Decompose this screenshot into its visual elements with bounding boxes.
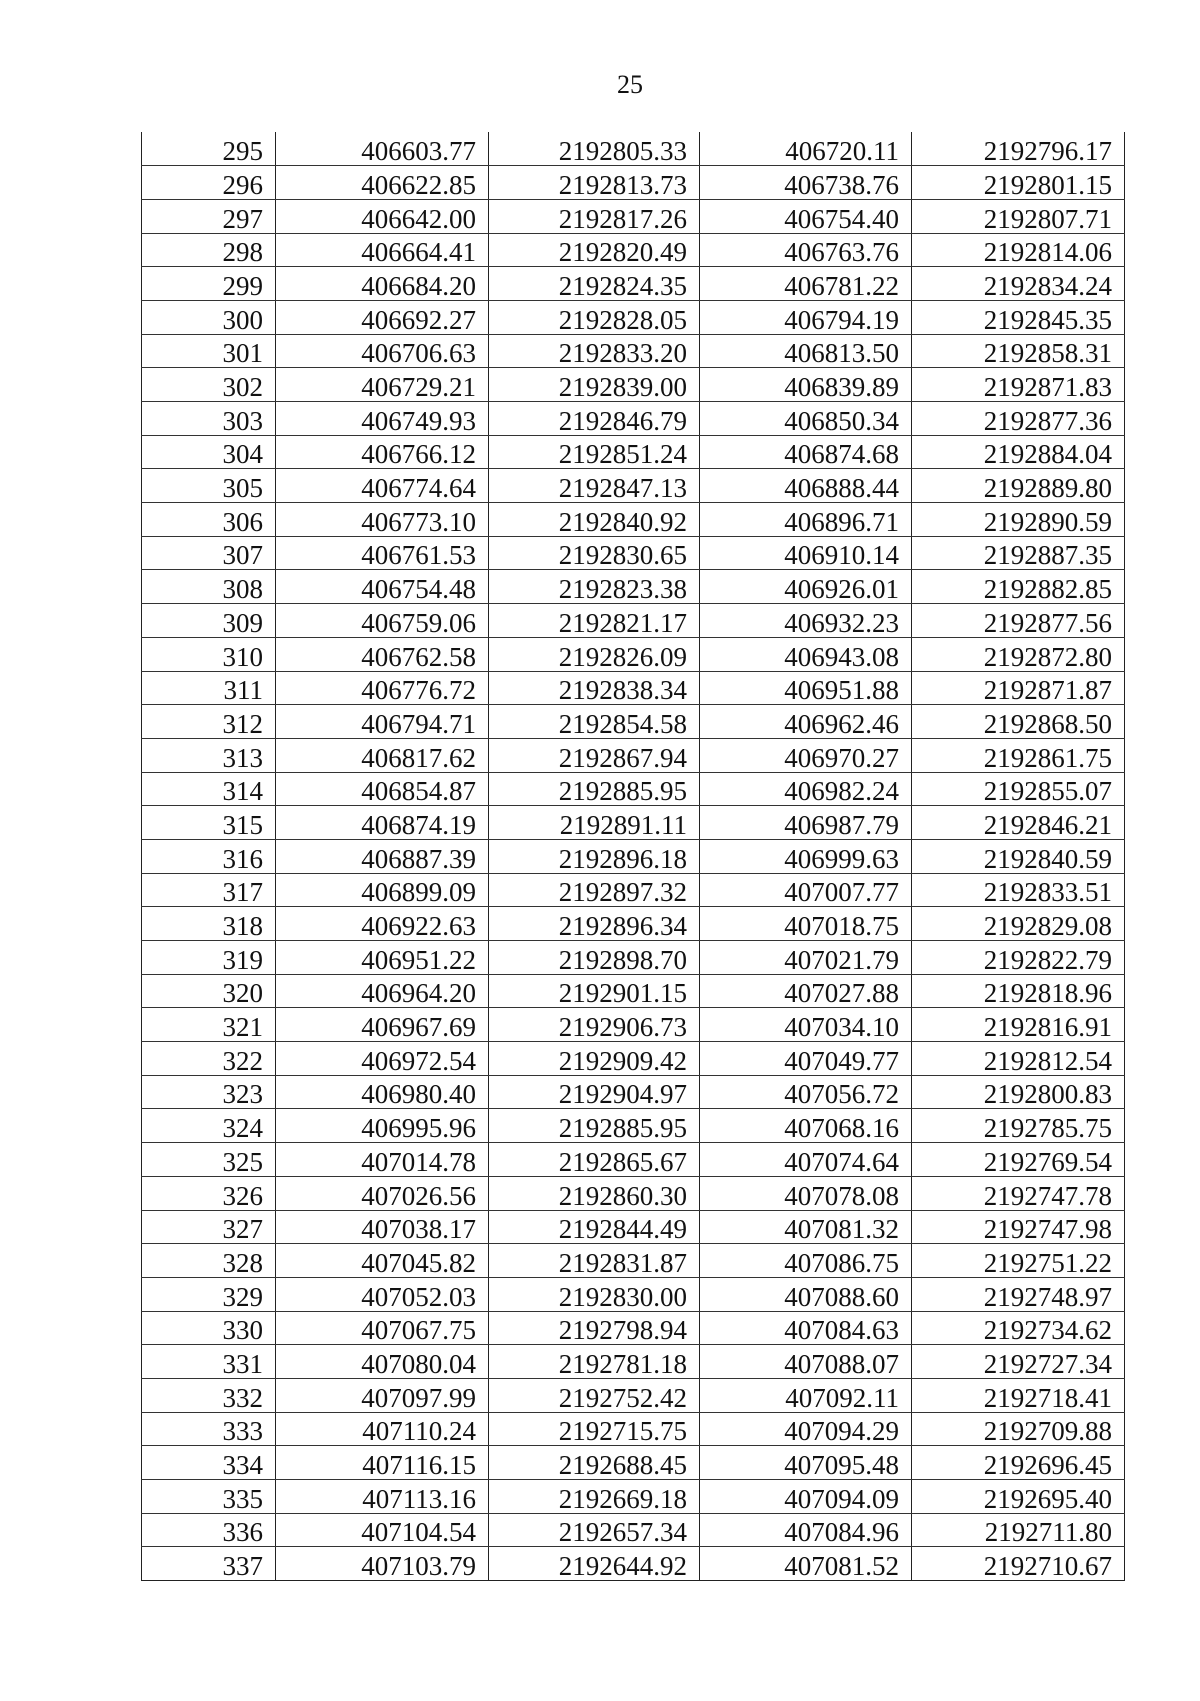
y2-coordinate-cell: 2192747.98	[912, 1210, 1125, 1244]
point-index-cell: 314	[142, 772, 276, 806]
y-coordinate-cell: 2192798.94	[489, 1311, 700, 1345]
y2-coordinate-cell: 2192833.51	[912, 873, 1125, 907]
table-row	[142, 1547, 1125, 1581]
y2-coordinate-cell: 2192800.83	[912, 1075, 1125, 1109]
y-coordinate-cell: 2192831.87	[489, 1244, 700, 1278]
y-coordinate-cell: 2192867.94	[489, 738, 700, 772]
y-coordinate-cell: 2192904.97	[489, 1075, 700, 1109]
x2-coordinate-cell: 406896.71	[700, 503, 912, 537]
point-index-cell: 318	[142, 907, 276, 941]
point-index-cell: 308	[142, 570, 276, 604]
x-coordinate-cell: 406874.19	[276, 806, 489, 840]
x-coordinate-cell: 406622.85	[276, 166, 489, 200]
y2-coordinate-cell: 2192814.06	[912, 233, 1125, 267]
table-row	[142, 974, 1125, 1008]
y-coordinate-cell: 2192896.34	[489, 907, 700, 941]
y-coordinate-cell: 2192805.33	[489, 132, 700, 166]
x-coordinate-cell: 406759.06	[276, 604, 489, 638]
x2-coordinate-cell: 406943.08	[700, 637, 912, 671]
x-coordinate-cell: 407116.15	[276, 1446, 489, 1480]
x-coordinate-cell: 406972.54	[276, 1042, 489, 1076]
y2-coordinate-cell: 2192718.41	[912, 1378, 1125, 1412]
y2-coordinate-cell: 2192696.45	[912, 1446, 1125, 1480]
y2-coordinate-cell: 2192785.75	[912, 1109, 1125, 1143]
x2-coordinate-cell: 406754.40	[700, 199, 912, 233]
x-coordinate-cell: 407104.54	[276, 1513, 489, 1547]
y2-coordinate-cell: 2192695.40	[912, 1480, 1125, 1514]
y2-coordinate-cell: 2192882.85	[912, 570, 1125, 604]
page-number: 25	[617, 70, 643, 99]
table-row	[142, 1378, 1125, 1412]
coordinate-table-body	[142, 132, 1125, 1581]
x2-coordinate-cell: 407081.32	[700, 1210, 912, 1244]
point-index-cell: 307	[142, 536, 276, 570]
y2-coordinate-cell: 2192751.22	[912, 1244, 1125, 1278]
x2-coordinate-cell: 407078.08	[700, 1176, 912, 1210]
x2-coordinate-cell: 407094.09	[700, 1480, 912, 1514]
y-coordinate-cell: 2192844.49	[489, 1210, 700, 1244]
x-coordinate-cell: 406817.62	[276, 738, 489, 772]
x-coordinate-cell: 406887.39	[276, 839, 489, 873]
y2-coordinate-cell: 2192846.21	[912, 806, 1125, 840]
y-coordinate-cell: 2192820.49	[489, 233, 700, 267]
y2-coordinate-cell: 2192877.36	[912, 402, 1125, 436]
y2-coordinate-cell: 2192887.35	[912, 536, 1125, 570]
x2-coordinate-cell: 406932.23	[700, 604, 912, 638]
y-coordinate-cell: 2192669.18	[489, 1480, 700, 1514]
y-coordinate-cell: 2192688.45	[489, 1446, 700, 1480]
x-coordinate-cell: 406754.48	[276, 570, 489, 604]
x2-coordinate-cell: 407018.75	[700, 907, 912, 941]
y2-coordinate-cell: 2192889.80	[912, 469, 1125, 503]
table-row	[142, 1513, 1125, 1547]
y-coordinate-cell: 2192906.73	[489, 1008, 700, 1042]
point-index-cell: 303	[142, 402, 276, 436]
table-row	[142, 1311, 1125, 1345]
y2-coordinate-cell: 2192868.50	[912, 705, 1125, 739]
y-coordinate-cell: 2192898.70	[489, 941, 700, 975]
x2-coordinate-cell: 407086.75	[700, 1244, 912, 1278]
table-row	[142, 1446, 1125, 1480]
x-coordinate-cell: 406684.20	[276, 267, 489, 301]
x-coordinate-cell: 407052.03	[276, 1277, 489, 1311]
point-index-cell: 297	[142, 199, 276, 233]
y2-coordinate-cell: 2192845.35	[912, 300, 1125, 334]
x-coordinate-cell: 406967.69	[276, 1008, 489, 1042]
y2-coordinate-cell: 2192822.79	[912, 941, 1125, 975]
table-row	[142, 1008, 1125, 1042]
point-index-cell: 337	[142, 1547, 276, 1581]
point-index-cell: 323	[142, 1075, 276, 1109]
point-index-cell: 309	[142, 604, 276, 638]
point-index-cell: 304	[142, 435, 276, 469]
x2-coordinate-cell: 406951.88	[700, 671, 912, 705]
x2-coordinate-cell: 407095.48	[700, 1446, 912, 1480]
table-row	[142, 132, 1125, 166]
y-coordinate-cell: 2192752.42	[489, 1378, 700, 1412]
y2-coordinate-cell: 2192877.56	[912, 604, 1125, 638]
table-row	[142, 536, 1125, 570]
point-index-cell: 311	[142, 671, 276, 705]
y2-coordinate-cell: 2192812.54	[912, 1042, 1125, 1076]
table-row	[142, 166, 1125, 200]
y-coordinate-cell: 2192847.13	[489, 469, 700, 503]
point-index-cell: 326	[142, 1176, 276, 1210]
y-coordinate-cell: 2192644.92	[489, 1547, 700, 1581]
x2-coordinate-cell: 406720.11	[700, 132, 912, 166]
table-row	[142, 738, 1125, 772]
x-coordinate-cell: 407113.16	[276, 1480, 489, 1514]
x-coordinate-cell: 406749.93	[276, 402, 489, 436]
y-coordinate-cell: 2192854.58	[489, 705, 700, 739]
x2-coordinate-cell: 406850.34	[700, 402, 912, 436]
y2-coordinate-cell: 2192872.80	[912, 637, 1125, 671]
point-index-cell: 320	[142, 974, 276, 1008]
point-index-cell: 306	[142, 503, 276, 537]
x2-coordinate-cell: 406910.14	[700, 536, 912, 570]
x2-coordinate-cell: 406874.68	[700, 435, 912, 469]
x-coordinate-cell: 406692.27	[276, 300, 489, 334]
table-row	[142, 1277, 1125, 1311]
y-coordinate-cell: 2192813.73	[489, 166, 700, 200]
x2-coordinate-cell: 406888.44	[700, 469, 912, 503]
table-row	[142, 1480, 1125, 1514]
x2-coordinate-cell: 407084.63	[700, 1311, 912, 1345]
point-index-cell: 300	[142, 300, 276, 334]
table-row	[142, 300, 1125, 334]
y2-coordinate-cell: 2192727.34	[912, 1345, 1125, 1379]
x-coordinate-cell: 406603.77	[276, 132, 489, 166]
x2-coordinate-cell: 406794.19	[700, 300, 912, 334]
x2-coordinate-cell: 407056.72	[700, 1075, 912, 1109]
x-coordinate-cell: 407067.75	[276, 1311, 489, 1345]
table-row	[142, 334, 1125, 368]
y-coordinate-cell: 2192830.00	[489, 1277, 700, 1311]
y-coordinate-cell: 2192833.20	[489, 334, 700, 368]
x2-coordinate-cell: 407094.29	[700, 1412, 912, 1446]
x2-coordinate-cell: 406970.27	[700, 738, 912, 772]
point-index-cell: 301	[142, 334, 276, 368]
x-coordinate-cell: 406794.71	[276, 705, 489, 739]
table-row	[142, 907, 1125, 941]
x2-coordinate-cell: 407081.52	[700, 1547, 912, 1581]
y2-coordinate-cell: 2192807.71	[912, 199, 1125, 233]
x-coordinate-cell: 407014.78	[276, 1143, 489, 1177]
x2-coordinate-cell: 407084.96	[700, 1513, 912, 1547]
x-coordinate-cell: 407110.24	[276, 1412, 489, 1446]
x-coordinate-cell: 407080.04	[276, 1345, 489, 1379]
x2-coordinate-cell: 406839.89	[700, 368, 912, 402]
table-row	[142, 1345, 1125, 1379]
x2-coordinate-cell: 407034.10	[700, 1008, 912, 1042]
x2-coordinate-cell: 407074.64	[700, 1143, 912, 1177]
y2-coordinate-cell: 2192858.31	[912, 334, 1125, 368]
point-index-cell: 298	[142, 233, 276, 267]
x2-coordinate-cell: 407027.88	[700, 974, 912, 1008]
x-coordinate-cell: 406762.58	[276, 637, 489, 671]
x2-coordinate-cell: 406999.63	[700, 839, 912, 873]
x-coordinate-cell: 406761.53	[276, 536, 489, 570]
table-row	[142, 1075, 1125, 1109]
y-coordinate-cell: 2192830.65	[489, 536, 700, 570]
x-coordinate-cell: 406995.96	[276, 1109, 489, 1143]
x-coordinate-cell: 407103.79	[276, 1547, 489, 1581]
y-coordinate-cell: 2192839.00	[489, 368, 700, 402]
y-coordinate-cell: 2192781.18	[489, 1345, 700, 1379]
y-coordinate-cell: 2192897.32	[489, 873, 700, 907]
y2-coordinate-cell: 2192884.04	[912, 435, 1125, 469]
x-coordinate-cell: 406766.12	[276, 435, 489, 469]
table-row	[142, 267, 1125, 301]
y-coordinate-cell: 2192828.05	[489, 300, 700, 334]
y-coordinate-cell: 2192865.67	[489, 1143, 700, 1177]
x2-coordinate-cell: 406738.76	[700, 166, 912, 200]
point-index-cell: 329	[142, 1277, 276, 1311]
point-index-cell: 299	[142, 267, 276, 301]
point-index-cell: 313	[142, 738, 276, 772]
table-row	[142, 1109, 1125, 1143]
point-index-cell: 317	[142, 873, 276, 907]
x2-coordinate-cell: 407088.07	[700, 1345, 912, 1379]
y2-coordinate-cell: 2192829.08	[912, 907, 1125, 941]
x2-coordinate-cell: 407007.77	[700, 873, 912, 907]
x-coordinate-cell: 406964.20	[276, 974, 489, 1008]
y2-coordinate-cell: 2192769.54	[912, 1143, 1125, 1177]
x2-coordinate-cell: 407068.16	[700, 1109, 912, 1143]
table-row	[142, 1210, 1125, 1244]
point-index-cell: 316	[142, 839, 276, 873]
x2-coordinate-cell: 407049.77	[700, 1042, 912, 1076]
coordinate-table	[141, 132, 1125, 1581]
point-index-cell: 334	[142, 1446, 276, 1480]
y-coordinate-cell: 2192891.11	[489, 806, 700, 840]
y2-coordinate-cell: 2192818.96	[912, 974, 1125, 1008]
table-row	[142, 873, 1125, 907]
point-index-cell: 315	[142, 806, 276, 840]
x-coordinate-cell: 406980.40	[276, 1075, 489, 1109]
y2-coordinate-cell: 2192796.17	[912, 132, 1125, 166]
x-coordinate-cell: 406776.72	[276, 671, 489, 705]
table-row	[142, 1412, 1125, 1446]
table-row	[142, 806, 1125, 840]
point-index-cell: 296	[142, 166, 276, 200]
x-coordinate-cell: 406899.09	[276, 873, 489, 907]
point-index-cell: 325	[142, 1143, 276, 1177]
x-coordinate-cell: 406773.10	[276, 503, 489, 537]
point-index-cell: 319	[142, 941, 276, 975]
y2-coordinate-cell: 2192801.15	[912, 166, 1125, 200]
point-index-cell: 333	[142, 1412, 276, 1446]
table-row	[142, 637, 1125, 671]
y2-coordinate-cell: 2192711.80	[912, 1513, 1125, 1547]
y-coordinate-cell: 2192715.75	[489, 1412, 700, 1446]
y-coordinate-cell: 2192851.24	[489, 435, 700, 469]
x2-coordinate-cell: 406987.79	[700, 806, 912, 840]
point-index-cell: 332	[142, 1378, 276, 1412]
y2-coordinate-cell: 2192861.75	[912, 738, 1125, 772]
x-coordinate-cell: 407038.17	[276, 1210, 489, 1244]
y2-coordinate-cell: 2192710.67	[912, 1547, 1125, 1581]
point-index-cell: 330	[142, 1311, 276, 1345]
x-coordinate-cell: 406854.87	[276, 772, 489, 806]
y2-coordinate-cell: 2192834.24	[912, 267, 1125, 301]
y2-coordinate-cell: 2192709.88	[912, 1412, 1125, 1446]
y-coordinate-cell: 2192824.35	[489, 267, 700, 301]
x-coordinate-cell: 406706.63	[276, 334, 489, 368]
y-coordinate-cell: 2192885.95	[489, 1109, 700, 1143]
y-coordinate-cell: 2192846.79	[489, 402, 700, 436]
table-row	[142, 671, 1125, 705]
point-index-cell: 310	[142, 637, 276, 671]
point-index-cell: 335	[142, 1480, 276, 1514]
x-coordinate-cell: 407045.82	[276, 1244, 489, 1278]
x2-coordinate-cell: 406813.50	[700, 334, 912, 368]
x2-coordinate-cell: 407021.79	[700, 941, 912, 975]
y-coordinate-cell: 2192901.15	[489, 974, 700, 1008]
point-index-cell: 321	[142, 1008, 276, 1042]
x2-coordinate-cell: 407092.11	[700, 1378, 912, 1412]
point-index-cell: 324	[142, 1109, 276, 1143]
y2-coordinate-cell: 2192734.62	[912, 1311, 1125, 1345]
y-coordinate-cell: 2192821.17	[489, 604, 700, 638]
y-coordinate-cell: 2192826.09	[489, 637, 700, 671]
y-coordinate-cell: 2192860.30	[489, 1176, 700, 1210]
point-index-cell: 305	[142, 469, 276, 503]
y-coordinate-cell: 2192885.95	[489, 772, 700, 806]
x-coordinate-cell: 406922.63	[276, 907, 489, 941]
table-row	[142, 503, 1125, 537]
x-coordinate-cell: 406729.21	[276, 368, 489, 402]
x2-coordinate-cell: 407088.60	[700, 1277, 912, 1311]
y-coordinate-cell: 2192838.34	[489, 671, 700, 705]
x-coordinate-cell: 406951.22	[276, 941, 489, 975]
point-index-cell: 331	[142, 1345, 276, 1379]
table-row	[142, 839, 1125, 873]
point-index-cell: 336	[142, 1513, 276, 1547]
point-index-cell: 295	[142, 132, 276, 166]
table-row	[142, 469, 1125, 503]
point-index-cell: 327	[142, 1210, 276, 1244]
y2-coordinate-cell: 2192855.07	[912, 772, 1125, 806]
table-row	[142, 1143, 1125, 1177]
x2-coordinate-cell: 406926.01	[700, 570, 912, 604]
y-coordinate-cell: 2192657.34	[489, 1513, 700, 1547]
y-coordinate-cell: 2192823.38	[489, 570, 700, 604]
y2-coordinate-cell: 2192890.59	[912, 503, 1125, 537]
x-coordinate-cell: 406664.41	[276, 233, 489, 267]
table-row	[142, 435, 1125, 469]
x-coordinate-cell: 407026.56	[276, 1176, 489, 1210]
x2-coordinate-cell: 406982.24	[700, 772, 912, 806]
table-row	[142, 402, 1125, 436]
x-coordinate-cell: 407097.99	[276, 1378, 489, 1412]
y2-coordinate-cell: 2192747.78	[912, 1176, 1125, 1210]
y-coordinate-cell: 2192896.18	[489, 839, 700, 873]
y2-coordinate-cell: 2192871.87	[912, 671, 1125, 705]
table-row	[142, 1176, 1125, 1210]
point-index-cell: 302	[142, 368, 276, 402]
table-row	[142, 368, 1125, 402]
table-row	[142, 199, 1125, 233]
table-row	[142, 1244, 1125, 1278]
point-index-cell: 322	[142, 1042, 276, 1076]
x-coordinate-cell: 406642.00	[276, 199, 489, 233]
table-row	[142, 233, 1125, 267]
x2-coordinate-cell: 406962.46	[700, 705, 912, 739]
table-row	[142, 604, 1125, 638]
x-coordinate-cell: 406774.64	[276, 469, 489, 503]
table-row	[142, 941, 1125, 975]
table-row	[142, 570, 1125, 604]
y2-coordinate-cell: 2192816.91	[912, 1008, 1125, 1042]
y2-coordinate-cell: 2192748.97	[912, 1277, 1125, 1311]
table-row	[142, 772, 1125, 806]
y-coordinate-cell: 2192840.92	[489, 503, 700, 537]
x2-coordinate-cell: 406781.22	[700, 267, 912, 301]
point-index-cell: 312	[142, 705, 276, 739]
y2-coordinate-cell: 2192840.59	[912, 839, 1125, 873]
point-index-cell: 328	[142, 1244, 276, 1278]
table-row	[142, 705, 1125, 739]
y-coordinate-cell: 2192909.42	[489, 1042, 700, 1076]
y2-coordinate-cell: 2192871.83	[912, 368, 1125, 402]
x2-coordinate-cell: 406763.76	[700, 233, 912, 267]
y-coordinate-cell: 2192817.26	[489, 199, 700, 233]
table-row	[142, 1042, 1125, 1076]
